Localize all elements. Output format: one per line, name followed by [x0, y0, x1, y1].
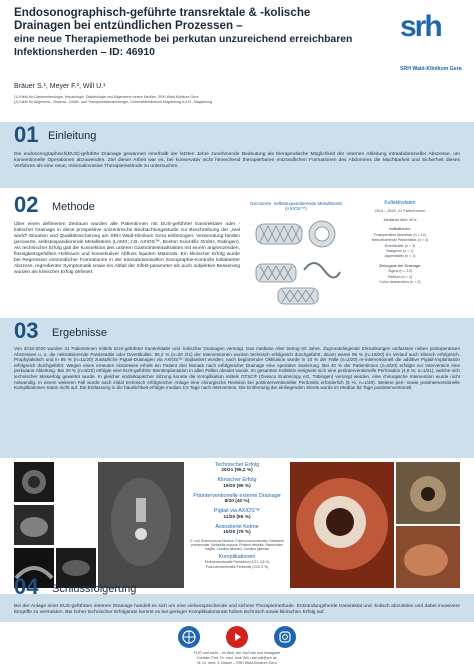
komplikation-row: Post-interventionelle Peritonitis (1/20; 5 %) [205, 565, 269, 570]
endoscopy-image-1 [14, 462, 54, 502]
instagram-icon[interactable] [274, 626, 296, 648]
section-number: 04 [14, 574, 39, 599]
kollektiv-title: Kollektivdaten [384, 200, 416, 206]
result-label: Klinischer Erfolg [217, 477, 257, 484]
footer-line: Kontakt: Prof. Dr. med. Uwe Will, uwe.will@srh.de [197, 655, 277, 660]
section-text: Über einen definierten Zeitraum wurden alle Patientinnen mit EUS-geführter transrektaler oder -kolischer Drainage in diese prospektive unizentrische Beobachtungsstudie zur Beschreibung der „real world“-Situation und Qualitätssicherung am SRH Wald-Klinikum Gera einbezogen. Verwendung fanden gecoverte, selbstexpandierende Metallstents (LAMS; z.B. AXIOS™, Boston Scientific GmbH, Ratingen). Als technischer Erfolg galt die Konnektion des unteren Gastrointestinaltraktes mit einem angrenzenden, flüssigkeitsgefüllten Hohlraum und konsekutiver Abfluss liquiden Materials. Ein klinischer Erfolg wurde bei Regression entzündlicher Formationen in der transabdominellen Sonographie-Kontrolle kollabierter Abszess, regredienter Symptomatik sowie ein Abfall der Infekt-parameter als auch subjektive Besserung wurden als klinischer Erfolg definiert. [14, 222, 240, 275]
result-label: Pigtail via AXIOS™ [213, 508, 261, 515]
affiliation-line: (1) Klinik für Gastroenterologie, Hepatologie, Diabetologie und Allgemeine Innere Medizin, SRH Wald-Klinikum Gera [14, 95, 199, 99]
section-text: Von 2016-2020 wurden 21 Patientinnen mittels EUS-geführter transrektaler und -kolischer Drainagen versorgt. Das mediane Alter betrug 60 Jahre. Zugrundeliegende Erkrankungen umfassten neben postoperativen Abszessen u. a. die nekrotisierende Pankreatitis oder Divertikulitis. 95,2 % (n=20 /21) der Interventionen wurden technisch erfolgreich durchgeführt, davon waren 95 % (n=19/20) im Verlauf auch klinisch erfolgreich. Prophylaktisch und in 55 % (n=11/20) zusätzliche Pigtail-Drainagen via AXIOS™ implantiert worden; nach beginnender Okklusion wurde in 10 % der Fälle (n=2/20) re-interventionell die additive Pigtail-Implantation erfolgreich durchgeführt. Wegen eines erneuten Abszesses erhielt ein Patient drei Monate nach erfolgreicher Drainage eine operative Sanierung. Bei 40 % der Patientinnen (n=8/20) erfolgte vor Intervention eine perkutane Ableitung. Bei 30 % (n=6/20) erfolgte eine EUS-geführte Stentimplantation in allen Fällen obsolet wurde. Im gesamten Kollektiv ereignete sich eine periinterventionelle Perforation (4,8 %; n=1/21), welche sich technischer Misserfolg gewertet wurde. In gleicher endoskopischer Sitzung konnte die Komplikation mittels OTSC® (Ovesco Endoscopy AG, Tübingen) versorgt werden, eine chirurgische Intervention wurde nicht notwendig. In einem weiteren Fall wurde nach initial technisch erfolgreicher Anlage eine chirurgische Revision bei postinterventioneller Peritonitis erforderlich (5 %; n=1/20). Weitere peri- sowie postinterventionelle Komplikationen traten nicht auf. Die Entlassung in die häuslichkeit erfolgte median 4,5 Tage nach Intervention. Die Entfernung der einliegenden Stents wurde im Median 82 Tage postinterventionell. [14, 346, 460, 391]
kollektivdaten [346, 200, 454, 316]
endoscopy-image-4 [396, 526, 460, 588]
section-title: Schlussfolgerung [52, 583, 137, 595]
poster-title [14, 6, 394, 60]
web-icon[interactable] [178, 626, 200, 648]
keime-note: E. coli, Enterococcus faecium, Enterococcus faecalis, Klebsiella pneumoniae, Klebsiella oxytoca, Proteus mirabilis, Bacteroides fragilis, Candida albicans, Candida glabrata [190, 539, 284, 552]
title-line: Drainagen bei entzündlichen Prozessen – [14, 19, 243, 33]
kollektiv-row: Nekrotisierende Pankreatitis (n = 4) [371, 238, 429, 243]
footer-line: M. Dr. med. S. Bräuer – SRH Wald-Klinikum Gera [197, 660, 277, 665]
result-label: Komplikationen [218, 554, 256, 561]
section-text: Bei der Anlage einer EUS-geführten internen Drainage handelt es sich um eine vielversprechende und sichere Therapiemethode. Entzündungsherde transrektal und -kolisch abzuleiten und dabei invasivere Eingriffe zu vermeiden. Bei hoher technischer Erfolgsrate kommt es bei geringer Komplikationsrate hohen technisch sowie klinischen Erfolg auf. [14, 604, 460, 615]
title-line: eine neue Therapiemethode bei perkutan unzureichend erreichbaren [14, 33, 353, 45]
kollektiv-row: Colon descendens (n = 3) [379, 280, 421, 285]
result-label: Assoziierte Keime [215, 523, 259, 530]
results-summary [186, 462, 288, 572]
section-title: Einleitung [48, 130, 97, 142]
affiliations [14, 95, 294, 104]
kollektiv-row: Zielorgane der Drainage: [378, 263, 421, 268]
xray-image [98, 462, 184, 588]
kollektiv-row: Malignom (n = 1) [386, 249, 414, 254]
section-title: Methode [52, 201, 95, 213]
kollektiv-subtitle: 2014 – 2020: 21 Patient:innen [374, 209, 426, 213]
kollektiv-row: Appendizitis (n = 1) [384, 254, 416, 259]
section-ergebnisse [0, 318, 474, 458]
kollektiv-row: Divertikulitis (n = 3) [384, 243, 416, 248]
section-title: Ergebnisse [52, 327, 108, 339]
section-schlussfolgerung [0, 574, 474, 624]
footer-text [160, 651, 314, 665]
title-line: Endosonographisch-geführte transrektale & -kolische [14, 6, 311, 19]
title-line: Infektionsherden – ID: 46910 [14, 47, 155, 59]
result-value: 11/20 (55 %) [223, 514, 251, 520]
section-text: Die endosonographisch(EUS)-geführte Drainage gewannen innerhalb der letzten Jahre zunehmende Bedeutung als therapeutische Möglichkeit der internen Ableitung intraabdomineller Abszesse, um konventionelle Operationen abzuwenden. Ziel dieser Arbeit war es, bei konservativ nicht hinreichend therapierbaren entzündlichen Formationen des Abdomens die Machbarkeit und Sicherheit dieses Verfahren als eine neue, minimalinvasive Therapiemethode zu untersuchen. [14, 152, 460, 169]
logo-subtitle: SRH Wald-Klinikum Gera [400, 66, 462, 72]
poster-header [0, 0, 474, 122]
result-label: Präinterventionelle externe Drainage [193, 492, 281, 499]
affiliation-line: (2) Klinik für Allgemein-, Viszeral-, Gefäß- und Transplantationschirurgie, Universitätsklinikum Magdeburg A.ö.R., Magdeburg [14, 99, 213, 104]
komplikation-row: Periinterventionelle Perforation (1/21; 4,8 %) [204, 560, 270, 565]
result-value: 19/20 (95 %) [223, 483, 251, 489]
endoscopy-image-2 [14, 505, 54, 545]
authors: Bräuer S.¹, Meyer F.², Will U.¹ [14, 83, 106, 90]
kollektiv-row: Rektum (n = 3) [388, 274, 412, 279]
section-einleitung [0, 122, 474, 188]
result-value: 20/21 (95,2 %) [221, 468, 253, 474]
endoscopy-stent-image [290, 462, 394, 588]
srh-logo [394, 10, 460, 82]
kollektiv-row: Sigma (n = 13) [388, 269, 412, 274]
result-label: Technischer Erfolg [214, 462, 260, 468]
result-value: 15/20 (75 %) [223, 530, 251, 536]
section-number: 03 [14, 318, 39, 343]
section-number: 02 [14, 192, 39, 217]
kollektiv-row: Medianes Alter: 60 a [383, 218, 417, 222]
kollektiv-row: Indikationen: [389, 227, 411, 232]
stent-caption: Gecoverte, selbstexpandierende Metallstents (AXIOS™) [250, 201, 342, 212]
ultrasound-image-2 [56, 548, 96, 588]
section-number: 01 [14, 122, 39, 147]
result-value: 8/20 (40 %) [224, 499, 250, 505]
logo-mark: srh [400, 10, 441, 43]
footer-line: FLIR und mehr – im Web, bei YouTube und Instagram [194, 651, 280, 655]
endoscopy-image-3 [396, 462, 460, 524]
youtube-icon[interactable] [226, 626, 248, 648]
stent-illustration [248, 216, 344, 308]
kollektiv-row: Postoperative Abszesse (n = 12) [374, 232, 426, 237]
